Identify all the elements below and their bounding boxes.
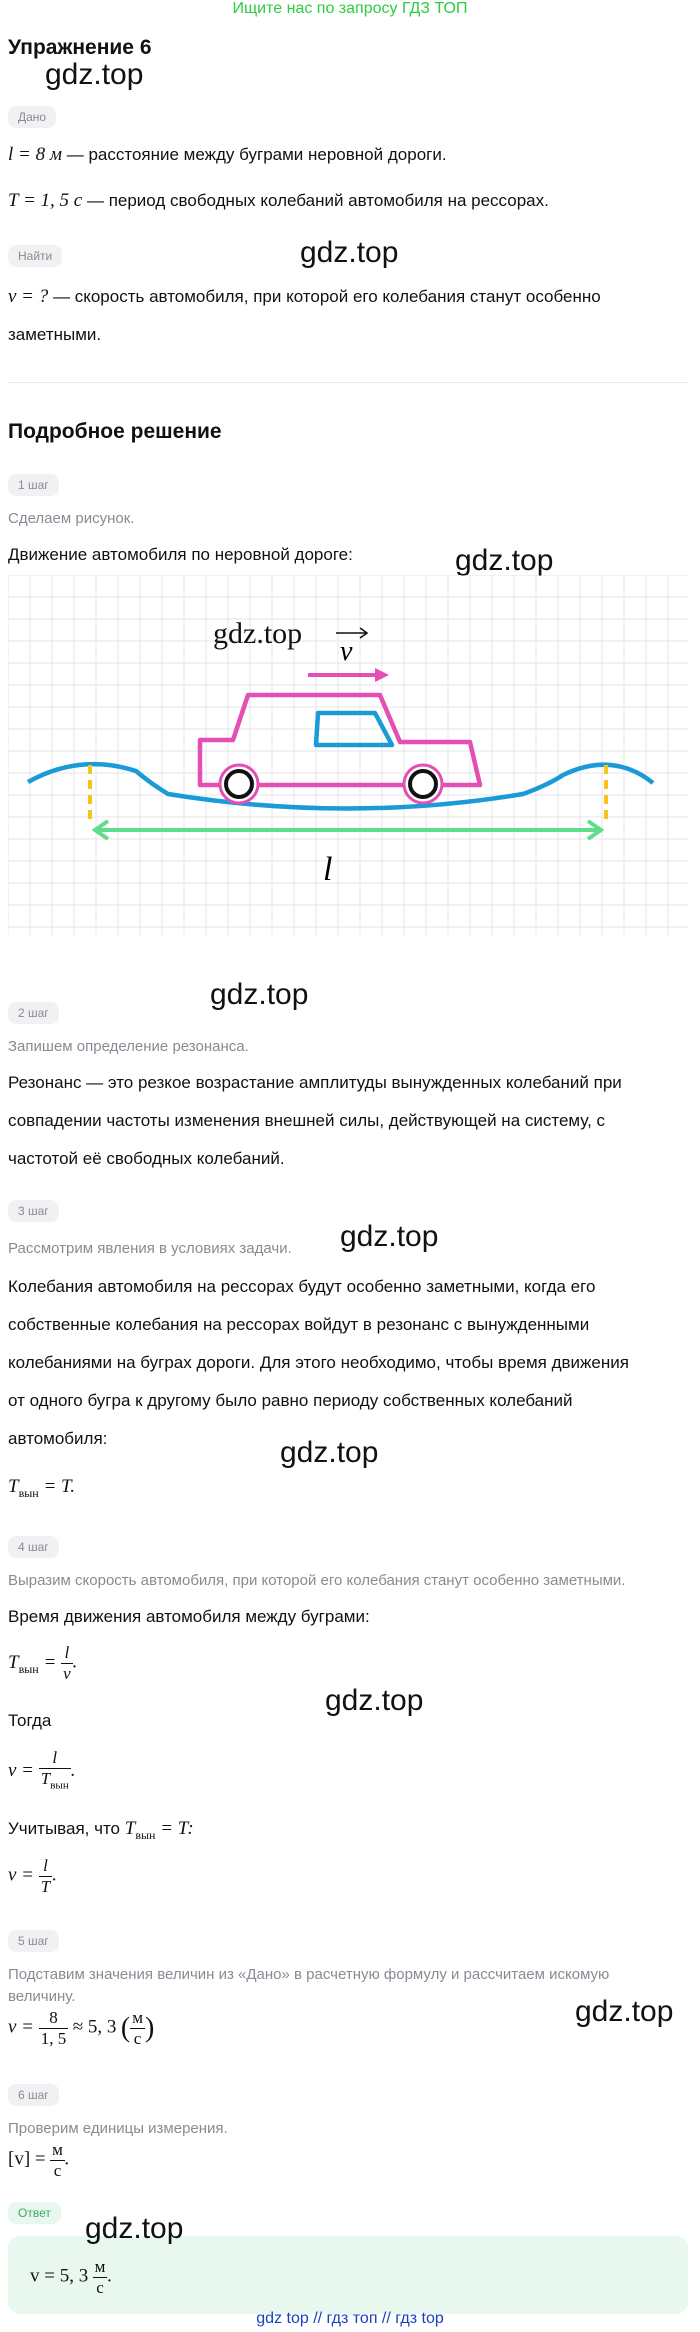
watermark: gdz.top (455, 544, 554, 577)
find-v-text: — скорость автомобиля, при которой его колебания станут особенно (53, 287, 601, 306)
answer-formula: v = 5, 3 $\frac{м}{с}$ . (30, 2257, 113, 2297)
fraction: $\frac{l}{T_{вын}}$ (40, 1748, 69, 1792)
step-4-text-2: Тогда (8, 1711, 52, 1730)
velocity-label: v (340, 636, 353, 667)
step-3-formula: $T_{вын} = T$. (8, 1476, 75, 1500)
step-1-text: Движение автомобиля по неровной дороге: (8, 545, 353, 564)
wheel-back (226, 771, 252, 797)
step-5-chip: 5 шаг (8, 1930, 59, 1952)
watermark: gdz.top (325, 1684, 424, 1717)
answer-chip: Ответ (8, 2202, 61, 2224)
step-3-line-2: собственные колебания на рессорах войдут в резонанс с вынужденными (8, 1315, 590, 1334)
exercise-title: Упражнение 6 (8, 36, 152, 59)
step-6-formula: [v] = $\frac{м}{с}$ . (8, 2140, 70, 2180)
road-figure (8, 575, 688, 935)
find-v (8, 282, 601, 311)
step-3-line-3: колебаниями на буграх дороги. Для этого необходимо, чтобы время движения (8, 1353, 629, 1372)
step-1-chip: 1 шаг (8, 474, 59, 496)
watermark: gdz.top (213, 617, 303, 650)
step-6-subtitle: Проверим единицы измерения. (8, 2120, 228, 2137)
step-4-formula-1: $T_{вын}$ = $\frac{l}{v}$ . (8, 1643, 78, 1683)
unit-fraction: $\frac{м}{с}$ (94, 2257, 106, 2297)
given-T-text: — период свободных колебаний автомобиля на рессорах. (86, 191, 549, 210)
step-4-chip: 4 шаг (8, 1536, 59, 1558)
step-3-line-4: от одного бугра к другому было равно периоду собственных колебаний (8, 1391, 573, 1410)
solution-title: Подробное решение (8, 420, 222, 443)
watermark: gdz.top (280, 1436, 379, 1469)
step-3-line-5: автомобиля: (8, 1429, 108, 1448)
distance-label: l (323, 851, 333, 888)
step-4-text-1: Время движения автомобиля между буграми: (8, 1607, 370, 1626)
given-chip: Дано (8, 106, 56, 128)
unit-fraction: $\frac{м}{с}$ (132, 2008, 143, 2048)
step-2-subtitle: Запишем определение резонанса. (8, 1038, 249, 1055)
step-2-line-1: Резонанс — это резкое возрастание амплитуды вынужденных колебаний при (8, 1073, 622, 1092)
wheel-front (410, 771, 436, 797)
watermark: gdz.top (210, 978, 309, 1011)
step-5-formula: v = $\frac{8}{1, 5}$ ≈ 5, 3 ( $\frac{м}{с}$ ) (8, 2008, 155, 2048)
find-chip: Найти (8, 245, 62, 267)
watermark: gdz.top (45, 58, 144, 91)
given-l-formula: l = 8 м (8, 144, 62, 165)
step-2-line-3: частотой её свободных колебаний. (8, 1149, 285, 1168)
watermark: gdz.top (85, 2212, 184, 2245)
step-4-text-3: Учитывая, что $T_{вын} = T$: (8, 1818, 194, 1842)
grid (8, 575, 688, 935)
step-3-chip: 3 шаг (8, 1200, 59, 1222)
fraction: $\frac{8}{1, 5}$ (40, 2008, 67, 2048)
step-5-subtitle-1: Подставим значения величин из «Дано» в расчетную формулу и рассчитаем искомую (8, 1966, 610, 1983)
given-T-formula: T = 1, 5 с (8, 190, 83, 211)
find-v-text-2: заметными. (8, 325, 102, 344)
watermark: gdz.top (575, 1995, 674, 2028)
step-3-line-1: Колебания автомобиля на рессорах будут особенно заметными, когда его (8, 1277, 596, 1296)
given-T (8, 186, 549, 215)
step-2-line-2: совпадении частоты изменения внешней силы, действующей на систему, с (8, 1111, 606, 1130)
subscript: вын (18, 1485, 39, 1500)
given-l (8, 140, 447, 169)
given-l-text: — расстояние между буграми неровной дороги. (66, 145, 447, 164)
search-banner[interactable]: Ищите нас по запросу ГДЗ ТОП (232, 0, 468, 17)
step-6-chip: 6 шаг (8, 2084, 59, 2106)
step-4-subtitle: Выразим скорость автомобиля, при которой его колебания станут особенно заметными. (8, 1572, 626, 1589)
fraction: $\frac{l}{T}$ (40, 1856, 51, 1896)
footer-links[interactable]: gdz top // гдз топ // гдз top (256, 2310, 444, 2327)
step-5-subtitle-2: величину. (8, 1988, 76, 2005)
step-4-formula-2: v = $\frac{l}{T_{вын}}$ . (8, 1748, 75, 1795)
watermark: gdz.top (300, 236, 399, 269)
find-v-formula: v = ? (8, 286, 49, 307)
step-3-subtitle: Рассмотрим явления в условиях задачи. (8, 1240, 292, 1257)
unit-fraction: $\frac{м}{с}$ (52, 2140, 63, 2180)
fraction: $\frac{l}{v}$ (63, 1643, 71, 1683)
step-4-formula-3: v = $\frac{l}{T}$ . (8, 1856, 57, 1896)
step-1-subtitle: Сделаем рисунок. (8, 510, 135, 527)
divider (8, 382, 688, 383)
watermark: gdz.top (340, 1220, 439, 1253)
step-2-chip: 2 шаг (8, 1002, 59, 1024)
